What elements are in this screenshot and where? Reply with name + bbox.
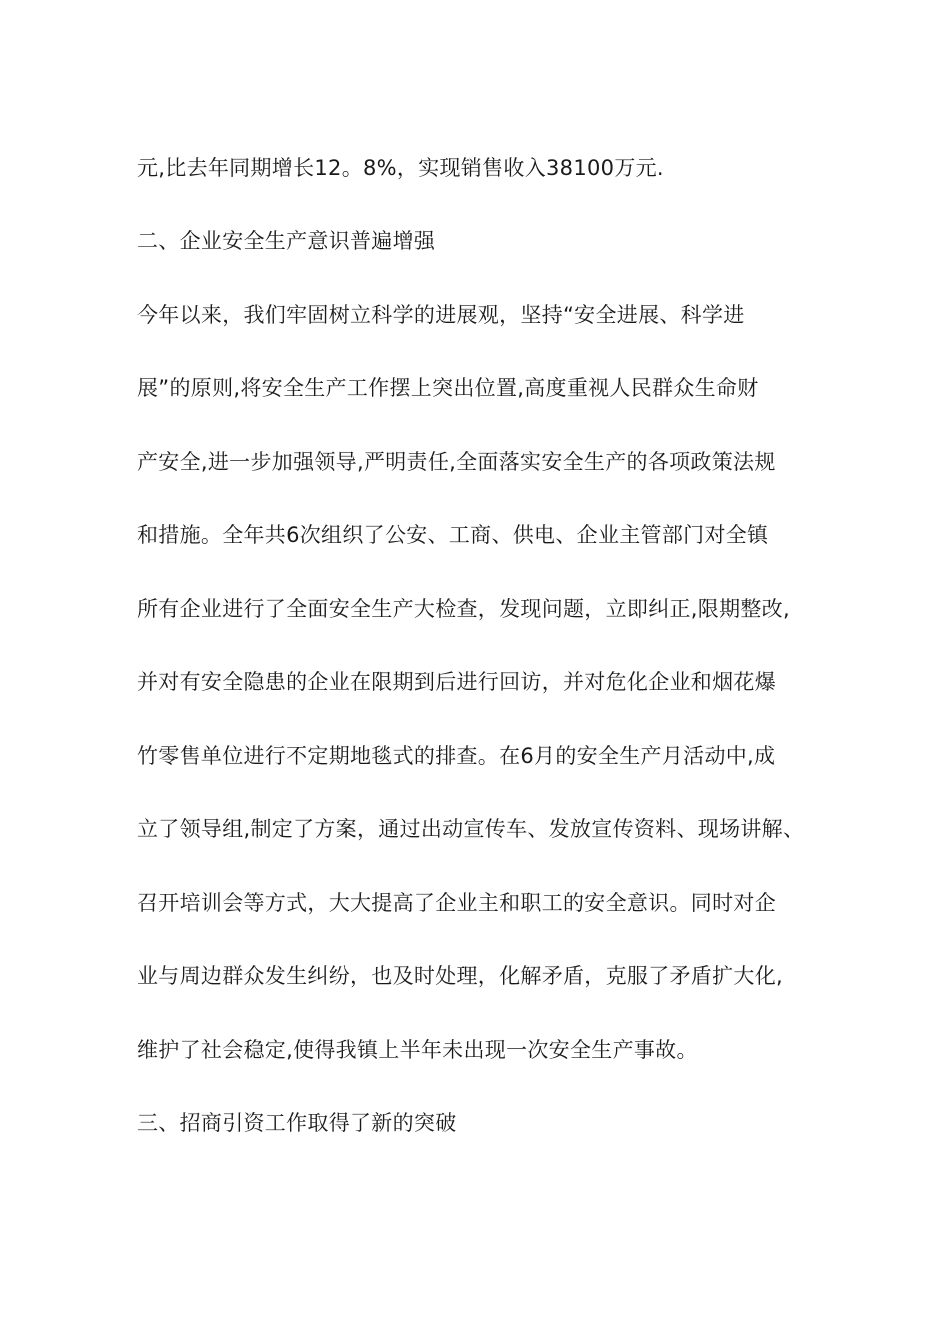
paragraph-line: 展”的原则,将安全生产工作摆上突出位置,高度重视人民群众生命财 bbox=[137, 376, 759, 400]
paragraph-line: 立了领导组,制定了方案，通过出动宣传车、发放宣传资料、现场讲解、 bbox=[137, 817, 805, 841]
paragraph-line: 并对有安全隐患的企业在限期到后进行回访，并对危化企业和烟花爆 bbox=[137, 670, 776, 694]
paragraph-line: 召开培训会等方式，大大提高了企业主和职工的安全意识。同时对企 bbox=[137, 891, 776, 915]
paragraph-line: 竹零售单位进行不定期地毯式的排查。在6月的安全生产月活动中,成 bbox=[137, 744, 776, 768]
paragraph-line: 和措施。全年共6次组织了公安、工商、供电、企业主管部门对全镇 bbox=[137, 523, 769, 547]
paragraph-line: 今年以来，我们牢固树立科学的进展观，坚持“安全进展、科学进 bbox=[137, 303, 745, 327]
section-heading: 三、招商引资工作取得了新的突破 bbox=[137, 1111, 457, 1135]
section-heading: 二、企业安全生产意识普遍增强 bbox=[137, 229, 436, 253]
paragraph-line: 维护了社会稳定,使得我镇上半年未出现一次安全生产事故。 bbox=[137, 1038, 698, 1062]
paragraph-line: 产安全,进一步加强领导,严明责任,全面落实安全生产的各项政策法规 bbox=[137, 450, 776, 474]
paragraph-line: 所有企业进行了全面安全生产大检查，发现问题，立即纠正,限期整改, bbox=[137, 597, 790, 621]
paragraph-line: 业与周边群众发生纠纷，也及时处理，化解矛盾，克服了矛盾扩大化, bbox=[137, 964, 783, 988]
paragraph-line: 元,比去年同期增长12。8%，实现销售收入38100万元. bbox=[137, 156, 664, 180]
